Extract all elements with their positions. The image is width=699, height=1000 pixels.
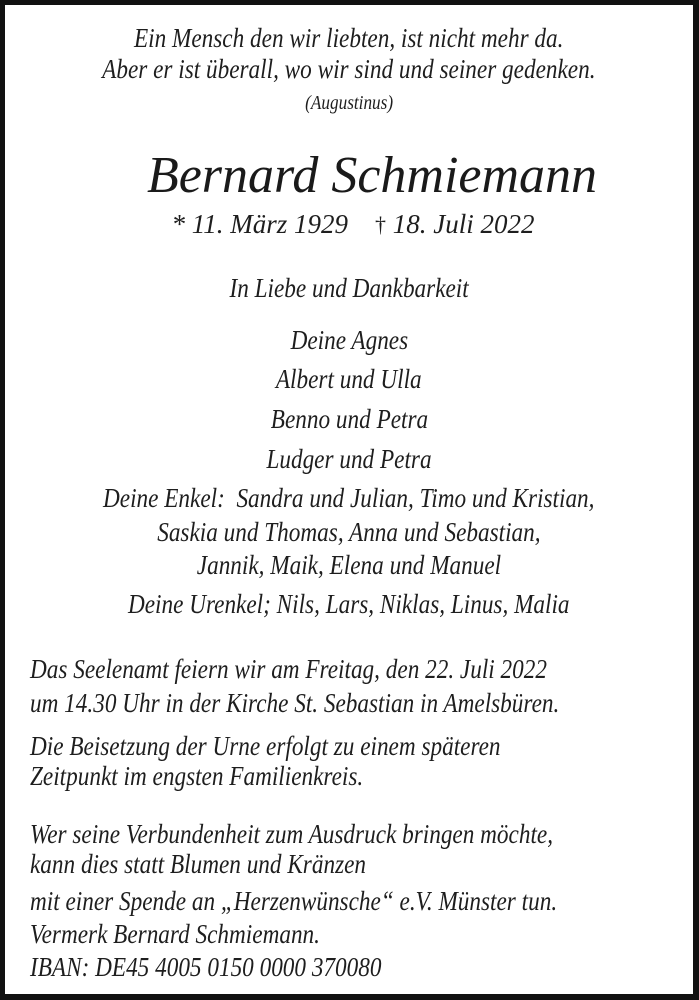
mourners-intro: [5, 275, 693, 302]
birth-symbol: *: [171, 209, 185, 239]
grandchildren-line-1: [5, 485, 693, 512]
grandchildren-line-3: [5, 552, 693, 579]
grandchildren-text: Jannik, Maik, Elena und Manuel: [196, 550, 502, 580]
service-line-1: [30, 656, 631, 683]
grandchildren-text: Deine Enkel: Sandra und Julian, Timo und Kristian,: [103, 483, 595, 513]
grandchildren-line-2: [5, 519, 693, 546]
death-date: 18. Juli 2022: [392, 209, 535, 239]
donation-line-4: [30, 921, 367, 948]
iban-line: [30, 954, 439, 981]
mourner-line: [5, 327, 693, 354]
donation-text: Wer seine Verbundenheit zum Ausdruck bringen möchte,: [30, 819, 554, 849]
grandchildren-text: Saskia und Thomas, Anna und Sebastian,: [157, 517, 541, 547]
mourner-text: Ludger und Petra: [266, 444, 432, 474]
iban-text: IBAN: DE45 4005 0150 0000 370080: [30, 952, 382, 982]
mourner-text: Benno und Petra: [270, 404, 428, 434]
mourner-line: [5, 366, 693, 393]
donation-line-1: [30, 821, 638, 848]
great-grandchildren-line: [5, 591, 693, 618]
mourner-text: Deine Agnes: [290, 325, 408, 355]
burial-text: Zeitpunkt im engsten Familienkreis.: [30, 761, 364, 791]
quote-source: [5, 93, 693, 113]
burial-line-2: [30, 763, 417, 790]
dagger-icon: †: [375, 212, 386, 237]
quote-text: Ein Mensch den wir liebten, ist nicht mehr da.: [134, 23, 564, 53]
quote-text: Aber er ist überall, wo wir sind und seiner gedenken.: [102, 54, 596, 84]
donation-text: Vermerk Bernard Schmiemann.: [30, 919, 320, 949]
service-text: Das Seelenamt feiern wir am Freitag, den 22. Juli 2022: [30, 654, 548, 684]
life-dates: [5, 211, 693, 238]
service-text: um 14.30 Uhr in der Kirche St. Sebastian in Amelsbüren.: [30, 688, 560, 718]
donation-text: kann dies statt Blumen und Kränzen: [30, 849, 367, 879]
quote-source-text: (Augustinus): [305, 92, 393, 114]
service-line-2: [30, 690, 645, 717]
quote-line-1: [5, 25, 693, 52]
donation-line-3: [30, 888, 643, 915]
mourners-intro-text: In Liebe und Dankbarkeit: [229, 273, 469, 303]
burial-text: Die Beisetzung der Urne erfolgt zu einem späteren: [30, 731, 501, 761]
birth-date: 11. März 1929: [191, 209, 348, 239]
donation-line-2: [30, 851, 421, 878]
deceased-name: Bernard Schmiemann: [146, 147, 598, 204]
donation-text: mit einer Spende an „Herzenwünsche“ e.V. Münster tun.: [30, 886, 558, 916]
mourner-text: Albert und Ulla: [276, 364, 422, 394]
quote-line-2: [5, 56, 693, 83]
burial-line-1: [30, 733, 577, 760]
great-grandchildren-text: Deine Urenkel; Nils, Lars, Niklas, Linus, Malia: [128, 589, 570, 619]
mourner-line: [5, 446, 693, 473]
mourner-line: [5, 406, 693, 433]
